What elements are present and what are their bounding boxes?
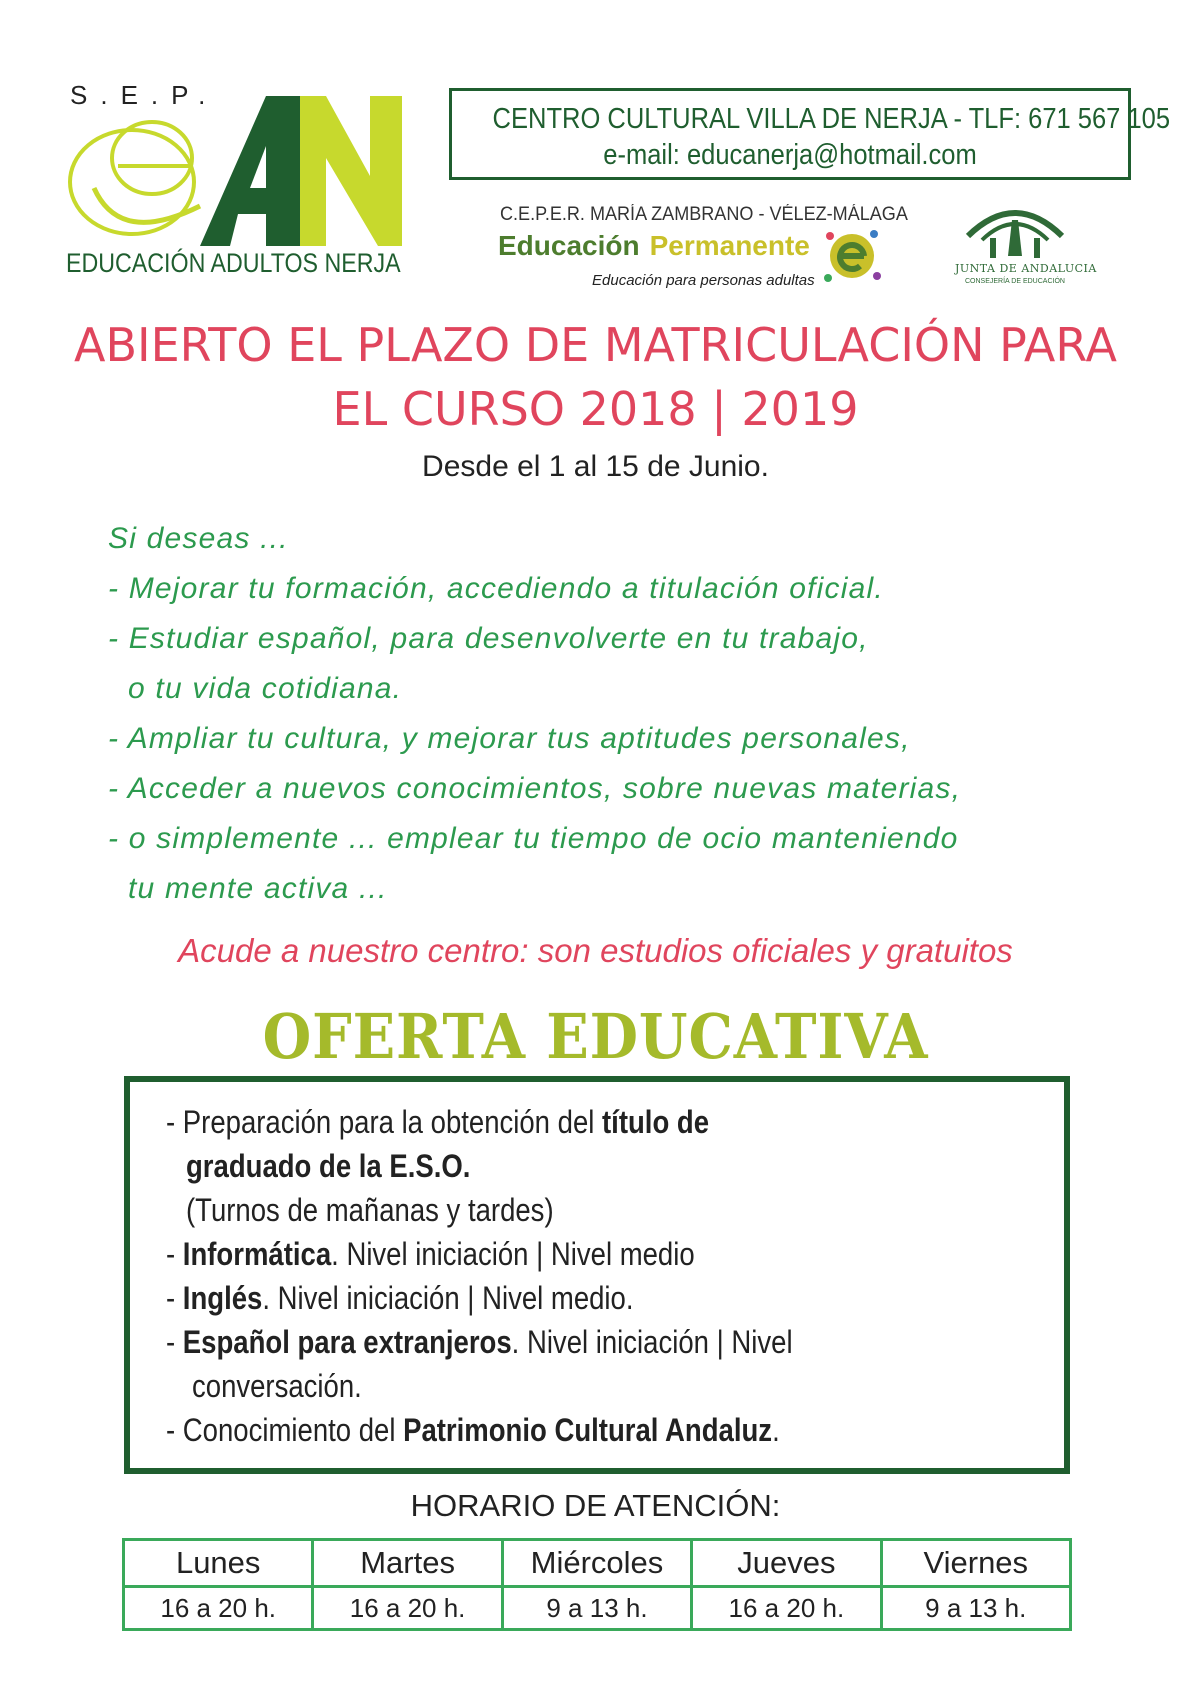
- course-eso-cont: [186, 1148, 470, 1185]
- junta-andalucia-emblem: [960, 196, 1070, 262]
- course-eso-turnos: (Turnos de mañanas y tardes): [186, 1192, 554, 1228]
- day-cell: Jueves: [692, 1540, 881, 1587]
- intro-line: - Mejorar tu formación, accediendo a titulación oficial.: [108, 572, 884, 605]
- intro-line: - Estudiar español, para desenvolverte en tu trabajo,: [108, 622, 869, 655]
- ean-logo-mark: [60, 96, 420, 256]
- ean-logo: [60, 78, 440, 293]
- course-espanol-levels: . Nivel iniciación | Nivel: [511, 1324, 793, 1360]
- hours-cell: 16 a 20 h.: [313, 1587, 502, 1630]
- ceper-subtitle: Educación para personas adultas: [592, 272, 815, 289]
- day-cell: Lunes: [124, 1540, 313, 1587]
- bullet-dash: -: [166, 1236, 183, 1272]
- hours-cell: 16 a 20 h.: [692, 1587, 881, 1630]
- course-eso-title-1: título de: [602, 1104, 710, 1140]
- intro-line: tu mente activa ...: [128, 872, 388, 905]
- course-espanol: [166, 1324, 793, 1361]
- logo-caption: EDUCACIÓN ADULTOS NERJA: [66, 248, 401, 278]
- course-eso-prefix: - Preparación para la obtención del: [166, 1104, 603, 1140]
- educacion-permanente-e-icon: [822, 226, 882, 288]
- course-informatica-levels: . Nivel iniciación | Nivel medio: [331, 1236, 695, 1272]
- day-cell: Viernes: [881, 1540, 1070, 1587]
- educacion-permanente-logo: [498, 230, 810, 262]
- intro-line: - Ampliar tu cultura, y mejorar tus aptitudes personales,: [108, 722, 911, 755]
- course-informatica-title: Informática: [182, 1236, 332, 1272]
- logo-acronym: S.E.P.: [70, 80, 219, 110]
- headline-line-1: ABIERTO EL PLAZO DE MATRICULACIÓN PARA: [74, 318, 1117, 372]
- hours-cell: 16 a 20 h.: [124, 1587, 313, 1630]
- contact-box: [449, 88, 1171, 180]
- horario-table: [122, 1538, 1072, 1631]
- intro-line: Si deseas ...: [108, 522, 289, 555]
- course-eso-title-2: graduado de la E.S.O.: [186, 1148, 471, 1184]
- day-cell: Martes: [313, 1540, 502, 1587]
- oferta-box: [124, 1076, 1070, 1474]
- course-eso: [166, 1104, 709, 1141]
- horario-title: HORARIO DE ATENCIÓN:: [410, 1488, 781, 1523]
- course-patrimonio-suffix: .: [772, 1412, 780, 1448]
- brand-word-permanente: Permanente: [649, 230, 810, 261]
- headline-line-2: EL CURSO 2018 | 2019: [332, 382, 859, 436]
- course-espanol-title: Español para extranjeros: [182, 1324, 512, 1360]
- bullet-dash: -: [166, 1280, 183, 1316]
- bullet-dash: -: [166, 1324, 183, 1360]
- junta-department: CONSEJERÍA DE EDUCACIÓN: [965, 278, 1065, 285]
- contact-address-phone: CENTRO CULTURAL VILLA DE NERJA - TLF: 671 567 105: [492, 103, 1171, 135]
- course-informatica: [166, 1236, 695, 1273]
- call-to-action: Acude a nuestro centro: son estudios oficiales y gratuitos: [178, 932, 1013, 969]
- junta-name: JUNTA DE ANDALUCIA: [955, 262, 1097, 275]
- intro-line: - o simplemente ... emplear tu tiempo de ocio manteniendo: [108, 822, 959, 855]
- enrollment-dates: Desde el 1 al 15 de Junio.: [422, 450, 769, 483]
- course-ingles-title: Inglés: [182, 1280, 263, 1316]
- contact-email: e-mail: educanerja@hotmail.com: [603, 139, 977, 171]
- day-cell: Miércoles: [502, 1540, 691, 1587]
- course-patrimonio-title: Patrimonio Cultural Andaluz: [403, 1412, 773, 1448]
- hours-cell: 9 a 13 h.: [502, 1587, 691, 1630]
- intro-line: - Acceder a nuevos conocimientos, sobre nuevas materias,: [108, 772, 962, 805]
- hours-cell: 9 a 13 h.: [881, 1587, 1070, 1630]
- course-patrimonio-prefix: - Conocimiento del: [166, 1412, 404, 1448]
- course-patrimonio: [166, 1412, 780, 1449]
- course-ingles-levels: . Nivel iniciación | Nivel medio.: [262, 1280, 634, 1316]
- course-espanol-cont: conversación.: [192, 1368, 362, 1404]
- brand-word-educacion: Educación: [498, 230, 640, 261]
- course-ingles: [166, 1280, 633, 1317]
- horario-days-row: [124, 1540, 1071, 1587]
- ceper-label: C.E.P.E.R. MARÍA ZAMBRANO - VÉLEZ-MÁLAGA: [500, 204, 908, 225]
- intro-line: o tu vida cotidiana.: [128, 672, 403, 705]
- horario-hours-row: [124, 1587, 1071, 1630]
- oferta-title: OFERTA EDUCATIVA: [262, 1000, 929, 1073]
